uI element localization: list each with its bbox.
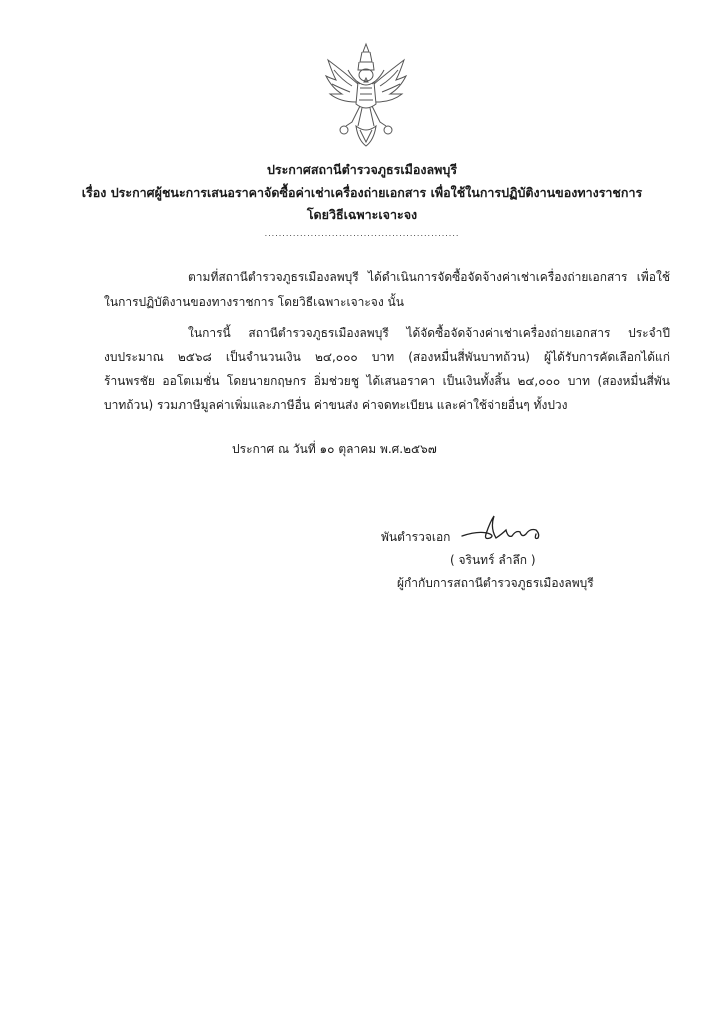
paragraph-1-line-1: ตามที่สถานีตำรวจภูธรเมืองลพบุรี ได้ดำเนินการจัดซื้อจัดจ้างค่าเช่าเครื่องถ่ายเอกสาร เพื่อใช้ bbox=[188, 270, 670, 284]
page-title: ประกาศสถานีตำรวจภูธรเมืองลพบุรี bbox=[266, 162, 458, 177]
garuda-emblem-icon bbox=[322, 42, 410, 150]
signer-position: ผู้กำกับการสถานีตำรวจภูธรเมืองลพบุรี bbox=[397, 576, 594, 590]
paragraph-2-line-3: ร้านพรชัย ออโตเมชั่น โดยนายกฤษกร อิ่มช่วยชู ได้เสนอราคา เป็นเงินทั้งสิ้น ๒๔,๐๐๐ บาท (สองหมื่นสี่พัน bbox=[104, 374, 670, 388]
paragraph-2-line-1: ในการนี้ สถานีตำรวจภูธรเมืองลพบุรี ได้จัดซื้อจัดจ้างค่าเช่าเครื่องถ่ายเอกสาร ประจำปี bbox=[188, 326, 670, 340]
subject-line-continued: โดยวิธีเฉพาะเจาะจง bbox=[306, 207, 418, 222]
handwritten-signature bbox=[460, 512, 560, 542]
paragraph-1-line-2: ในการปฏิบัติงานของทางราชการ โดยวิธีเฉพาะเจาะจง นั้น bbox=[104, 295, 404, 309]
paragraph-2-line-2: งบประมาณ ๒๕๖๘ เป็นจำนวนเงิน ๒๔,๐๐๐ บาท (สองหมื่นสี่พันบาทถ้วน) ผู้ได้รับการคัดเลือกได้แก่ bbox=[104, 350, 670, 364]
signer-rank: พันตำรวจเอก bbox=[381, 530, 451, 544]
announcement-date: ประกาศ ณ วันที่ ๑๐ ตุลาคม พ.ศ.๒๕๖๗ bbox=[232, 442, 437, 456]
subject-line: เรื่อง ประกาศผู้ชนะการเสนอราคาจัดซื้อค่าเช่าเครื่องถ่ายเอกสาร เพื่อใช้ในการปฏิบัติงานของทางราชการ bbox=[81, 185, 643, 200]
paragraph-2-line-4: บาทถ้วน) รวมภาษีมูลค่าเพิ่มและภาษีอื่น ค่าขนส่ง ค่าจดทะเบียน และค่าใช้จ่ายอื่นๆ ทั้งปวง bbox=[104, 398, 568, 412]
signer-name: ( จรินทร์ ลำลึก ) bbox=[450, 553, 536, 567]
separator: ....................................................... bbox=[264, 229, 460, 238]
